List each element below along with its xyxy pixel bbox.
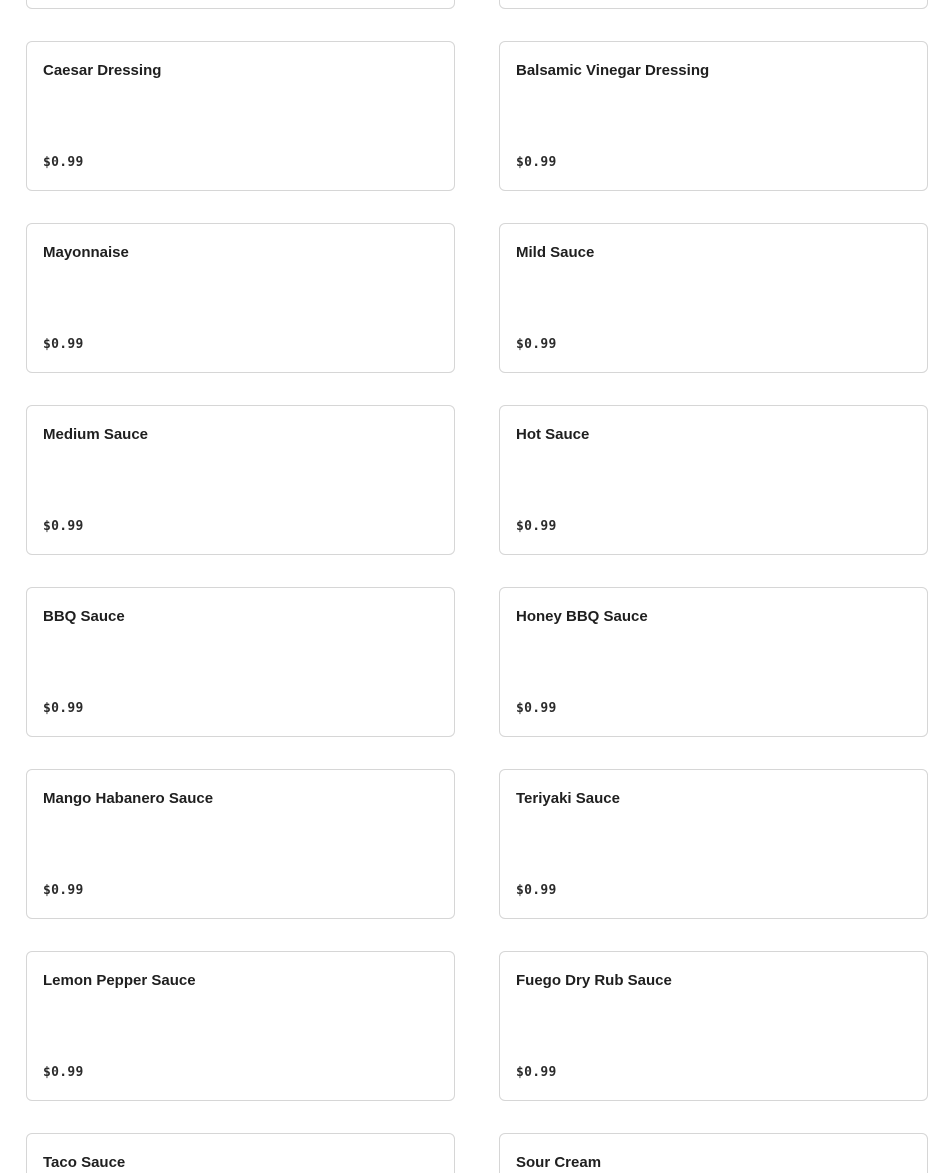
menu-item-price: $0.99 [516,701,557,716]
menu-item-name: BBQ Sauce [43,608,125,625]
menu-item-price: $0.99 [43,519,84,534]
menu-item-name: Fuego Dry Rub Sauce [516,972,672,989]
menu-item-name: Medium Sauce [43,426,149,443]
menu-item-price: $0.99 [516,155,557,170]
menu-item-price: $0.99 [516,337,557,352]
menu-item-price: $0.99 [516,1065,557,1080]
menu-item-price: $0.99 [43,337,84,352]
menu-item-price: $0.99 [43,155,84,170]
menu-item-card-taco-sauce[interactable] [26,1133,455,1173]
menu-item-card-fuego-dry-rub-sauce[interactable] [499,951,928,1101]
menu-item-name: Balsamic Vinegar Dressing [516,62,710,79]
menu-item-price: $0.99 [516,519,557,534]
menu-item-card-bbq-sauce[interactable] [26,587,455,737]
menu-item-name: Honey BBQ Sauce [516,608,648,625]
menu-item-name: Sour Cream [516,1154,602,1171]
menu-item-card[interactable] [499,0,928,9]
menu-item-name: Taco Sauce [43,1154,126,1171]
menu-item-name: Teriyaki Sauce [516,790,620,807]
menu-item-name: Hot Sauce [516,426,590,443]
menu-item-price: $0.99 [43,883,84,898]
menu-item-card-caesar-dressing[interactable] [26,41,455,191]
menu-item-card-lemon-pepper-sauce[interactable] [26,951,455,1101]
menu-item-name: Lemon Pepper Sauce [43,972,196,989]
menu-item-card-mango-habanero-sauce[interactable] [26,769,455,919]
menu-item-card[interactable] [26,0,455,9]
menu-item-name: Caesar Dressing [43,62,162,79]
menu-item-card-teriyaki-sauce[interactable] [499,769,928,919]
menu-item-card-mayonnaise[interactable] [26,223,455,373]
menu-item-name: Mayonnaise [43,244,129,261]
menu-item-card-mild-sauce[interactable] [499,223,928,373]
menu-item-price: $0.99 [43,701,84,716]
menu-item-name: Mango Habanero Sauce [43,790,214,807]
menu-item-card-honey-bbq-sauce[interactable] [499,587,928,737]
menu-item-price: $0.99 [516,883,557,898]
menu-item-card-balsamic-vinegar-dressing[interactable] [499,41,928,191]
menu-item-name: Mild Sauce [516,244,595,261]
menu-item-card-hot-sauce[interactable] [499,405,928,555]
menu-item-price: $0.99 [43,1065,84,1080]
menu-item-card-medium-sauce[interactable] [26,405,455,555]
menu-item-card-sour-cream[interactable] [499,1133,928,1173]
